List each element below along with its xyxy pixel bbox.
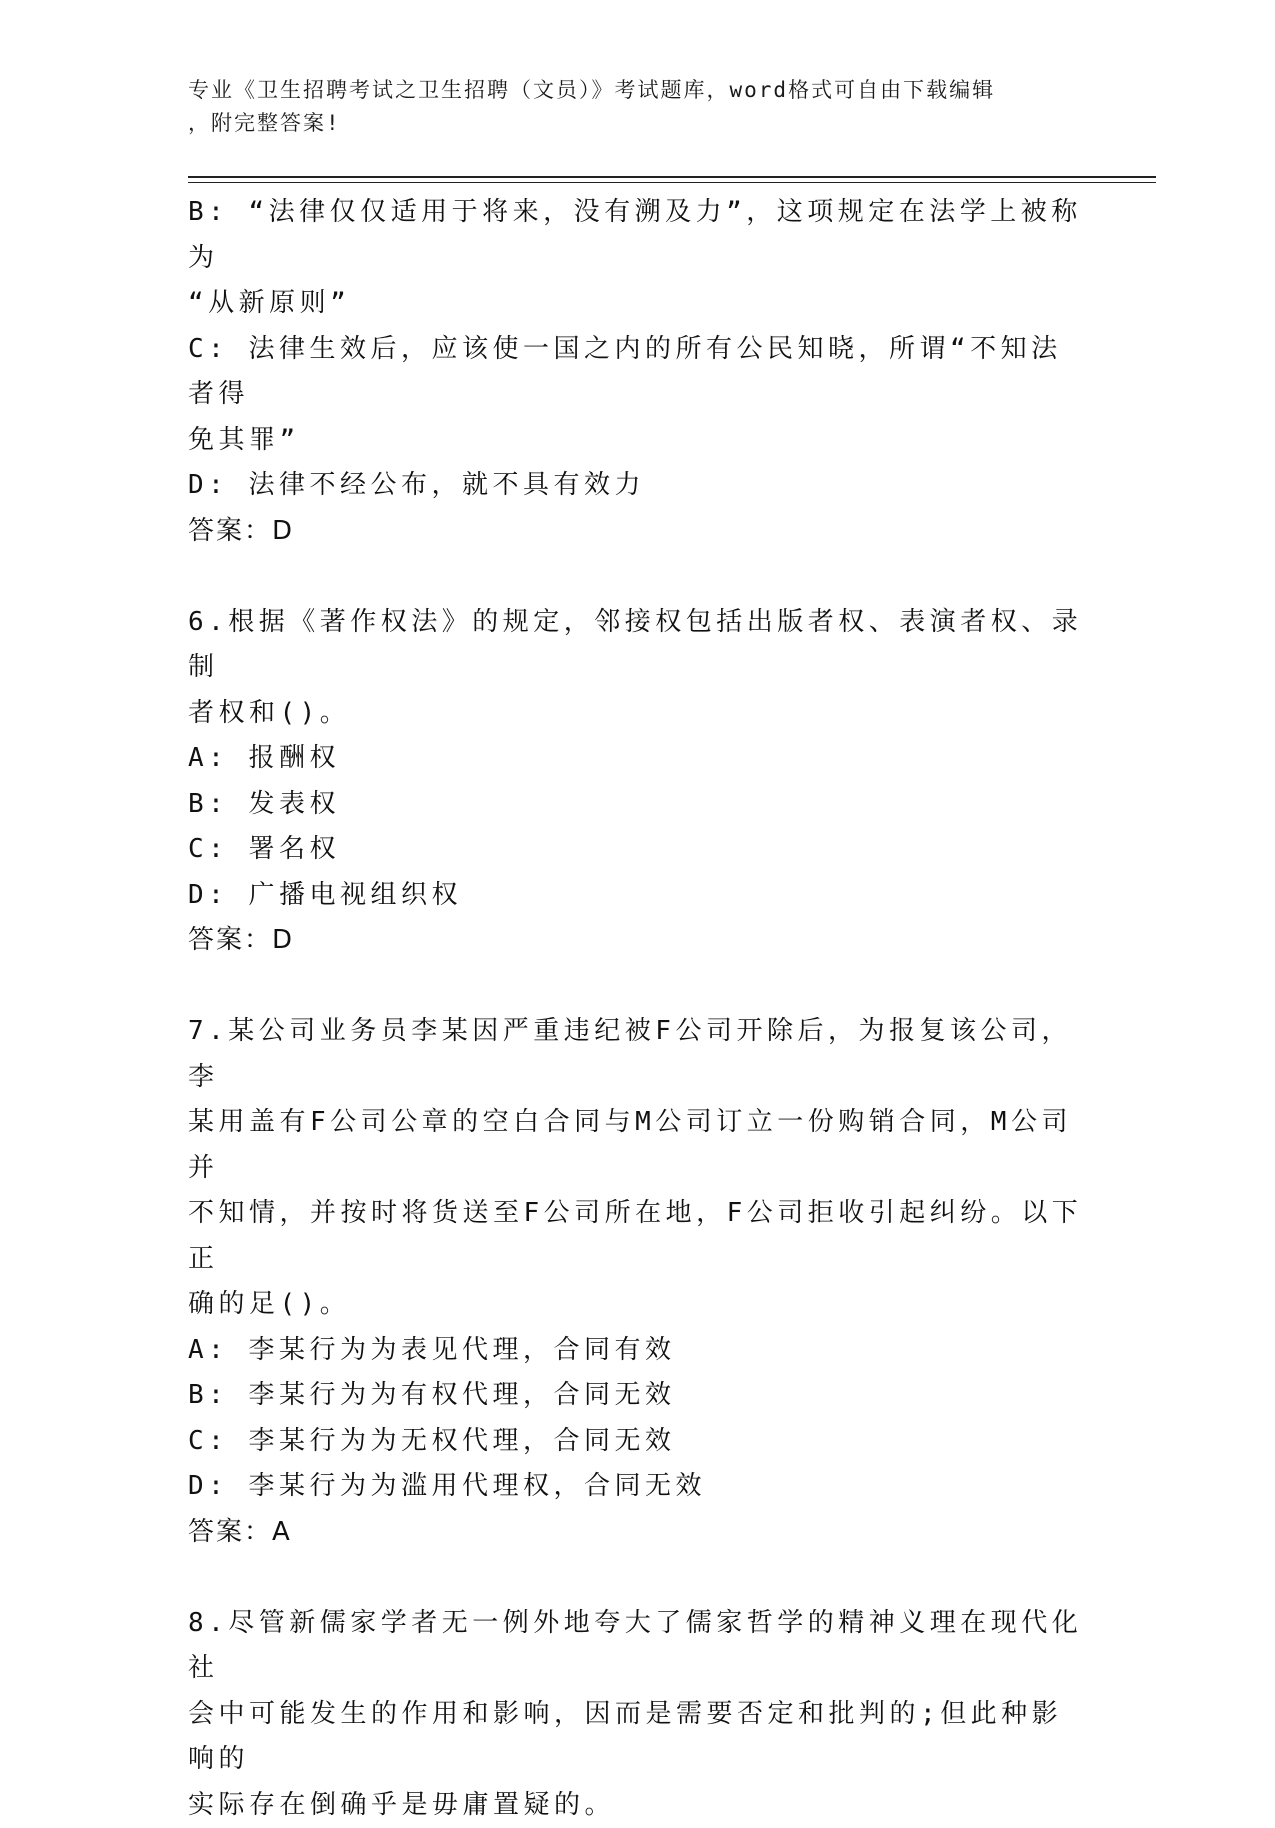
question-8-block — [188, 1601, 1088, 1828]
header-rule-thin — [188, 182, 1156, 183]
spacer — [188, 964, 1088, 1010]
q7-option-d: D: 李某行为为滥用代理权，合同无效 — [188, 1464, 1088, 1510]
header-title-line-1: 专业《卫生招聘考试之卫生招聘（文员）》考试题库，word格式可自由下载编辑 — [188, 74, 1068, 107]
header-rule-thick — [188, 176, 1156, 178]
q6-stem-line-1: 6.根据《著作权法》的规定，邻接权包括出版者权、表演者权、录制 — [188, 600, 1088, 691]
q8-stem-line-3: 实际存在倒确乎是毋庸置疑的。 — [188, 1783, 1088, 1828]
q7-stem-line-1: 7.某公司业务员李某因严重违纪被F公司开除后，为报复该公司，李 — [188, 1009, 1088, 1100]
q5-option-b-line-1: B: “法律仅仅适用于将来，没有溯及力”，这项规定在法学上被称为 — [188, 190, 1088, 281]
q5-option-c-line-1: C: 法律生效后，应该使一国之内的所有公民知晓，所谓“不知法者得 — [188, 327, 1088, 418]
q5-option-b-line-2: “从新原则” — [188, 281, 1088, 327]
q6-option-b: B: 发表权 — [188, 782, 1088, 828]
question-5-block — [188, 190, 1088, 554]
question-6-block — [188, 600, 1088, 964]
spacer — [188, 554, 1088, 600]
q8-stem-line-1: 8.尽管新儒家学者无一例外地夸大了儒家哲学的精神义理在现代化社 — [188, 1601, 1088, 1692]
question-content — [188, 190, 1088, 1828]
q6-option-d: D: 广播电视组织权 — [188, 873, 1088, 919]
q7-answer: 答案：A — [188, 1510, 1088, 1556]
q7-option-c: C: 李某行为为无权代理，合同无效 — [188, 1419, 1088, 1465]
q7-stem-line-3: 不知情，并按时将货送至F公司所在地，F公司拒收引起纠纷。以下正 — [188, 1191, 1088, 1282]
q5-answer: 答案：D — [188, 509, 1088, 555]
q6-option-c: C: 署名权 — [188, 827, 1088, 873]
q7-stem-line-2: 某用盖有F公司公章的空白合同与M公司订立一份购销合同，M公司并 — [188, 1100, 1088, 1191]
question-7-block — [188, 1009, 1088, 1555]
q6-option-a: A: 报酬权 — [188, 736, 1088, 782]
q6-answer: 答案：D — [188, 918, 1088, 964]
document-header — [188, 74, 1068, 140]
spacer — [188, 1555, 1088, 1601]
q7-option-b: B: 李某行为为有权代理，合同无效 — [188, 1373, 1088, 1419]
q6-stem-line-2: 者权和()。 — [188, 691, 1088, 737]
q8-stem-line-2: 会中可能发生的作用和影响，因而是需要否定和批判的;但此种影响的 — [188, 1692, 1088, 1783]
header-title-line-2: ，附完整答案! — [188, 107, 1068, 140]
q5-option-c-line-2: 免其罪” — [188, 418, 1088, 464]
q7-stem-line-4: 确的足()。 — [188, 1282, 1088, 1328]
q7-option-a: A: 李某行为为表见代理，合同有效 — [188, 1328, 1088, 1374]
q5-option-d: D: 法律不经公布，就不具有效力 — [188, 463, 1088, 509]
